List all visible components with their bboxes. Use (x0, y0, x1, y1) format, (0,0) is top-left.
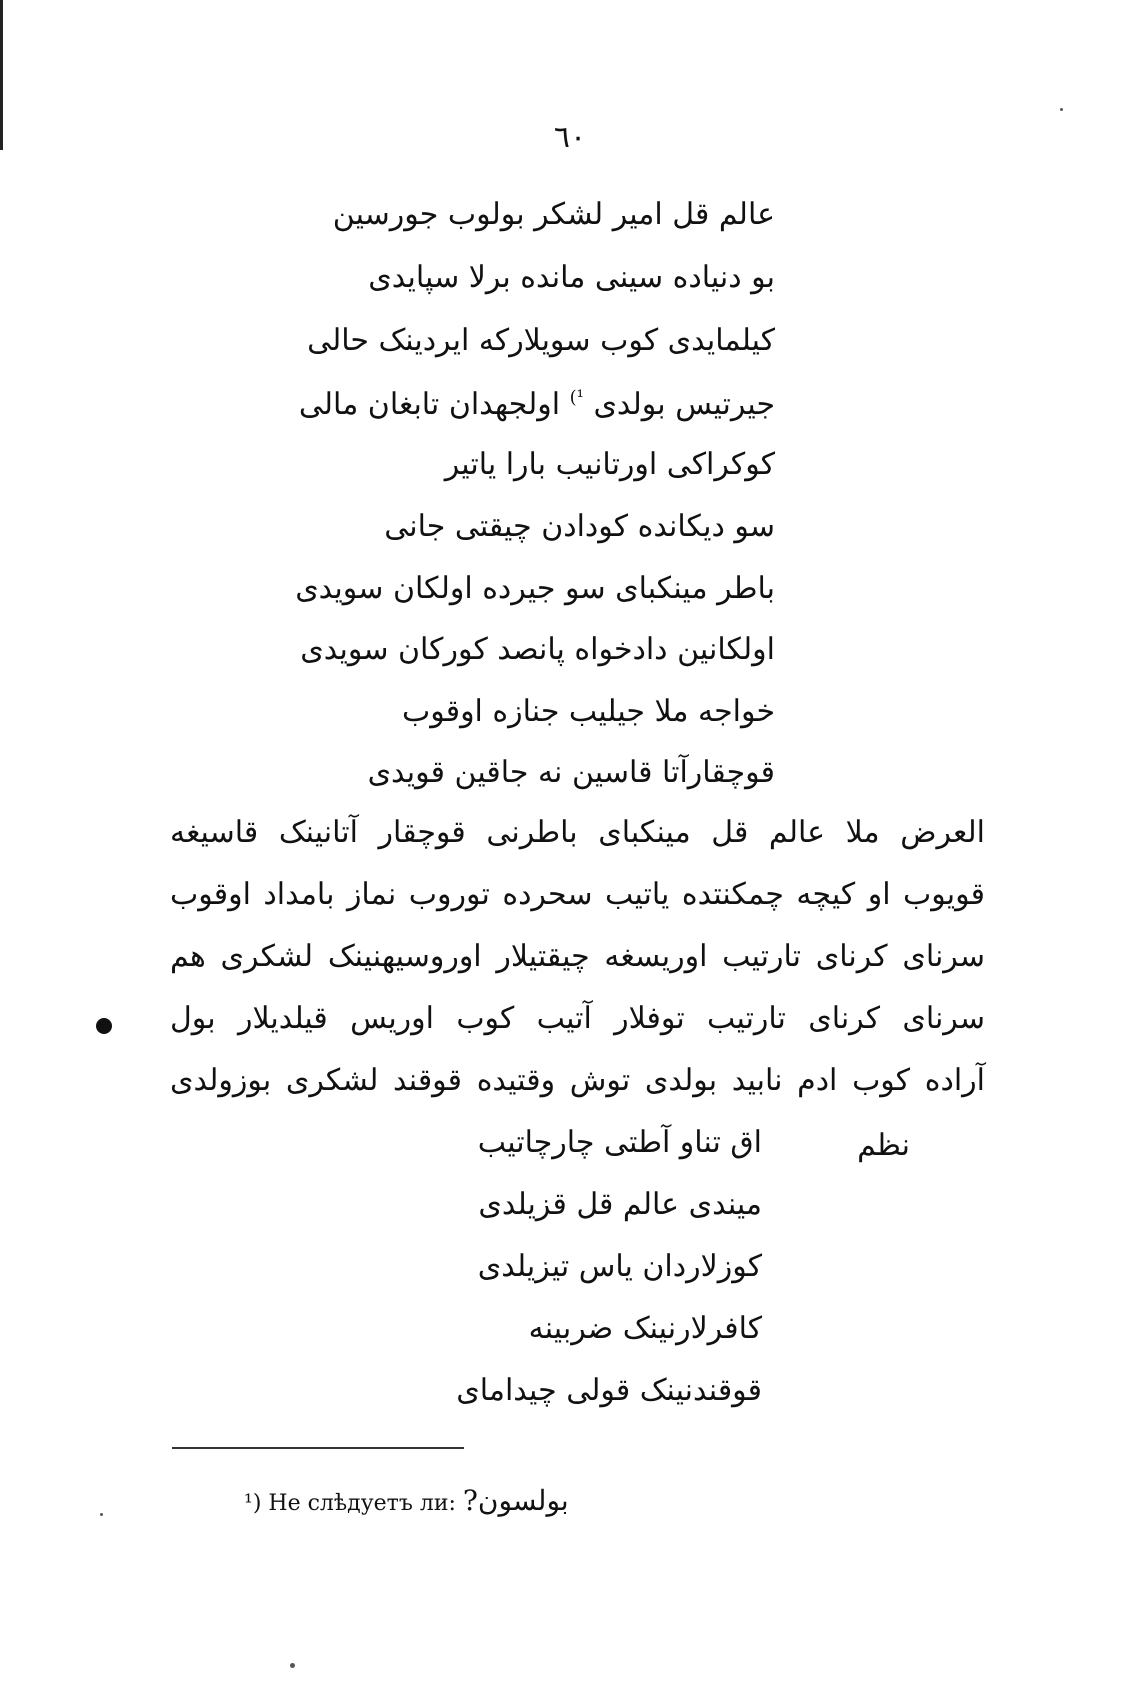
poem2-line-5: قوقندنینک قولی چیدامای (456, 1373, 762, 1408)
footnote-ref: ¹) (569, 387, 584, 408)
page-number: ٦٠ (553, 120, 587, 155)
nazm-label: نظم (857, 1128, 910, 1163)
poem-line-7: باطر مینکبای سو جیرده اولکان سویدی (295, 571, 775, 606)
scan-speck (100, 1513, 103, 1516)
poem2-line-2: میندی عالم قل قزیلدی (478, 1187, 762, 1222)
poem-line-5: کوکراکی اورتانیب بارا یاتیر (444, 447, 775, 482)
poem-line-6: سو دیکانده کودادن چیقتی جانی (384, 509, 775, 544)
scan-speck (1060, 108, 1063, 111)
poem2-line-1: اق تناو آطتی چارچاتیب (477, 1125, 762, 1160)
prose-line-5: آراده کوب ادم نابید بولدی توش وقتیده قوقند لشکری بوزولدی (170, 1063, 986, 1098)
poem-line-4-end: اولجهدان تابغان مالی (298, 387, 561, 422)
prose-line-2: قویوب او کیچه چمکنتده یاتیب سحرده توروب نماز بامداد اوقوب (170, 877, 985, 912)
poem2-line-4: کافرلارنینک ضربینه (528, 1311, 762, 1346)
poem-line-2: بو دنیاده سینی مانده برلا سپایدی (368, 260, 775, 295)
footnote-marker: ¹) (244, 1491, 262, 1516)
poem-line-3: کیلمایدی کوب سویلارکه ایردینک حالی (307, 323, 775, 358)
poem2-line-3: کوزلاردان یاس تیزیلدی (477, 1249, 762, 1284)
prose-line-3: سرنای کرنای تارتیب اوریسغه چیقتیلار اوروسیهنینک لشکری هم (170, 939, 985, 974)
footnote-rule (172, 1447, 464, 1449)
scan-speck (290, 1663, 295, 1668)
margin-ink-dot (96, 1018, 112, 1034)
poem-line-10: قوچقارآتا قاسین نه جاقین قویدی (367, 755, 775, 790)
footnote-text: Не слѣдуетъ ли: (268, 1491, 456, 1516)
poem-line-8: اولکانین دادخواه پانصد کورکان سویدی (300, 632, 775, 667)
poem-line-9: خواجه ملا جیلیب جنازه اوقوب (401, 694, 775, 729)
poem-line-4-start: جیرتیس بولدی (593, 387, 775, 422)
poem-line-1: عالم قل امیر لشکر بولوب جورسین (332, 197, 775, 232)
prose-line-1: العرض ملا عالم قل مینکبای باطرنی قوچقار آتانینک قاسیغه (170, 815, 985, 850)
footnote-arabic: بولسون? (462, 1484, 569, 1517)
prose-line-4: سرنای کرنای تارتیب توفلار آتیب کوب اوریس قیلدیلار بول (170, 1001, 985, 1036)
footnote (244, 1484, 569, 1517)
poem-line-4 (299, 389, 775, 420)
